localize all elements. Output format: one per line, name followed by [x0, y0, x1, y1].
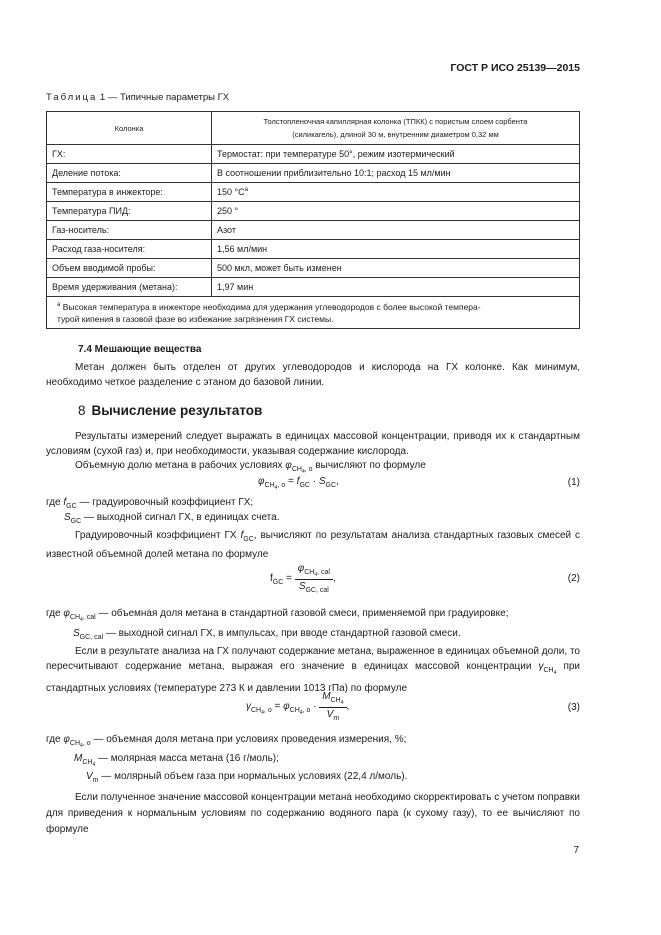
header-description-line-2: (силикагель), длиной 30 м, внутренним диаметром 0,32 мм — [292, 130, 499, 139]
parameters-table — [46, 111, 580, 329]
where-molar-mass: $M_{CH_4}$ — молярная масса метана (16 г/моль); — [74, 753, 279, 768]
section-7-4-heading: 7.4 Мешающие вещества — [78, 344, 202, 355]
param-value — [212, 183, 580, 202]
equation-3-fraction: $\frac{M_{CH_4}}{V_m}$ — [319, 691, 346, 722]
section-7-4-paragraph — [46, 360, 580, 390]
paragraph-calibration: Градуировочный коэффициент ГХ $f_{GC}$, вычисляют по результатам анализа стандартных газовых смесей с известной объемной долей метана по формуле — [46, 530, 580, 560]
where-f-gc: где $f_{GC}$ — градуировочный коэффициент ГХ; — [46, 497, 254, 510]
table-row — [47, 164, 580, 183]
table-footnote-row — [47, 297, 580, 329]
footnote-reference: а — [244, 187, 248, 193]
paragraph-mass-concentration-main: Если в результате анализа на ГХ получают содержание метана, выраженное в единицах объемной доли, то пересчитывают содержание метана, выражая его значение в единицах массовой концентрации — [46, 646, 580, 672]
where-molar-volume: $V_m$ — молярный объем газа при нормальных условиях (22,4 л/моль). — [86, 771, 408, 784]
paragraph-mass-concentration: Если в результате анализа на ГХ получают содержание метана, выраженное в единицах объемной доли, то пересчитывают содержание метана, выражая его значение в единицах массовой концентрации $\gamma_{CH_4}$ при стандартных условиях (температуре 273 К и давлении 1013 гПа) по формуле — [46, 646, 580, 694]
where-molar-mass-text: — молярная масса метана (16 г/моль); — [98, 753, 279, 764]
paragraph-units-text: Результаты измерений следует выражать в единицах массовой концентрации, приводя их к стандартным условиям (сухой газ) и, при необходимости, указывая содержание кислорода. — [46, 431, 580, 457]
paragraph-mass-concentration-end: при стандартных условиях (температуре 273 К и давлении 1013 гПа) по формуле — [46, 661, 580, 694]
paragraph-volume-fraction-end: вычисляют по формуле — [315, 460, 426, 471]
param-value: В соотношении приблизительно 10:1; расход 15 мл/мин — [212, 164, 580, 183]
section-8-heading — [78, 403, 262, 418]
table-footnote — [47, 297, 580, 329]
where-phi-o: где $\varphi_{CH_4, o}$ — объемная доля метана при условиях проведения измерения, %; — [46, 734, 407, 749]
where-s-cal: $S_{GC, cal}$ — выходной сигнал ГХ, в импульсах, при вводе стандартной газовой смеси. — [73, 628, 461, 641]
equation-1-number: (1) — [567, 477, 580, 488]
paragraph-correction-text: Если полученное значение массовой концентрации метана необходимо скорректировать с учетом поправки для приведения к нормальным условиям по содержанию водяного пара (к сухому газу), то ее вычисляют по формуле — [46, 792, 580, 835]
where-s-gc: $S_{GC}$ — выходной сигнал ГХ, в единицах счета. — [64, 512, 280, 525]
table-row — [47, 202, 580, 221]
where-phi-cal-text: — объемная доля метана в стандартной газовой смеси, применяемой при градуировке; — [98, 608, 509, 619]
param-name: Расход газа-носителя: — [47, 240, 212, 259]
param-value: 250 ° — [212, 202, 580, 221]
paragraph-calibration-rest: , вычисляют по результатам анализа стандартных газовых смесей с известной объемной долей метана по формуле — [46, 530, 580, 560]
param-name: Объем вводимой пробы: — [47, 259, 212, 278]
equation-2-number: (2) — [567, 573, 580, 584]
table-caption-title: 1 — Типичные параметры ГХ — [99, 92, 230, 103]
table-row — [47, 183, 580, 202]
param-value-text: 150 °C — [217, 187, 245, 197]
table-row — [47, 145, 580, 164]
param-name: Температура в инжекторе: — [47, 183, 212, 202]
page-number: 7 — [573, 845, 579, 856]
header-description-line-1: Толстопленочная капиллярная колонка (ТПКК) с пористым слоем сорбента — [263, 117, 528, 126]
symbol-phi-ch4-o: $\varphi_{CH_4, o}$ — [285, 460, 313, 475]
section-7-4-text: Метан должен быть отделен от других углеводородов и кислорода на ГХ колонке. Как минимум, необходимо четкое разделение с этаном до базовой линии. — [46, 362, 580, 388]
paragraph-units — [46, 429, 580, 459]
section-8-number: 8 — [78, 403, 86, 418]
equation-2-fraction: $\frac{\varphi_{CH_4, cal}}{S_{GC, cal}}$ — [295, 563, 333, 594]
header-column-description — [212, 112, 580, 145]
equation-3-number: (3) — [567, 702, 580, 713]
footnote-line-1: Высокая температура в инжекторе необходима для удержания углеводородов с более высокой темпера- — [62, 301, 481, 312]
table-row — [47, 240, 580, 259]
paragraph-correction — [46, 790, 580, 838]
where-s-cal-text: — выходной сигнал ГХ, в импульсах, при вводе стандартной газовой смеси. — [105, 628, 461, 639]
table-row — [47, 259, 580, 278]
header-column-label: Колонка — [47, 112, 212, 145]
param-value: 500 мкл, может быть изменен — [212, 259, 580, 278]
param-value: 1,97 мин — [212, 278, 580, 297]
table-row — [47, 221, 580, 240]
standard-code: ГОСТ Р ИСО 25139—2015 — [450, 62, 580, 74]
param-name: Время удерживания (метана): — [47, 278, 212, 297]
param-name: Газ-носитель: — [47, 221, 212, 240]
footnote-line-2: турой кипения в газовой фазе во избежание загрязнения ГХ системы. — [57, 314, 334, 325]
where-phi-cal: где $\varphi_{CH_4, cal}$ — объемная доля метана в стандартной газовой смеси, применяемой при градуировке; — [46, 608, 509, 623]
where-molar-volume-text: — молярный объем газа при нормальных условиях (22,4 л/моль). — [101, 771, 408, 782]
where-f-gc-text: — градуировочный коэффициент ГХ; — [79, 497, 254, 508]
param-name: ГХ: — [47, 145, 212, 164]
equation-3: $\gamma_{CH_4, o} = \varphi_{CH_4, o}$ · $\frac{M_{CH_4}}{V_m}$ , — [246, 691, 350, 722]
where-phi-o-text: — объемная доля метана при условиях проведения измерения, %; — [93, 734, 407, 745]
table-row — [47, 278, 580, 297]
paragraph-calibration-start: Градуировочный коэффициент ГХ — [75, 530, 237, 541]
param-value: Азот — [212, 221, 580, 240]
footnote-mark: а — [57, 301, 61, 308]
param-value: Термостат: при температуре 50°, режим изотермический — [212, 145, 580, 164]
table-caption-prefix: Таблица — [46, 92, 98, 103]
paragraph-volume-fraction-start: Объемную долю метана в рабочих условиях — [75, 460, 283, 471]
equation-1: $\varphi_{CH_4, o} = f_{GC} \cdot S_{GC}$, — [258, 476, 339, 491]
section-8-title: Вычисление результатов — [91, 403, 263, 418]
equation-2: $f_{GC}$ = $\frac{\varphi_{CH_4, cal}}{S_{GC, cal}}$ , — [270, 563, 336, 594]
param-name: Температура ПИД: — [47, 202, 212, 221]
where-s-gc-text: — выходной сигнал ГХ, в единицах счета. — [83, 512, 280, 523]
param-value: 1,56 мл/мин — [212, 240, 580, 259]
table-header-row — [47, 112, 580, 145]
table-caption — [46, 92, 229, 103]
param-name: Деление потока: — [47, 164, 212, 183]
